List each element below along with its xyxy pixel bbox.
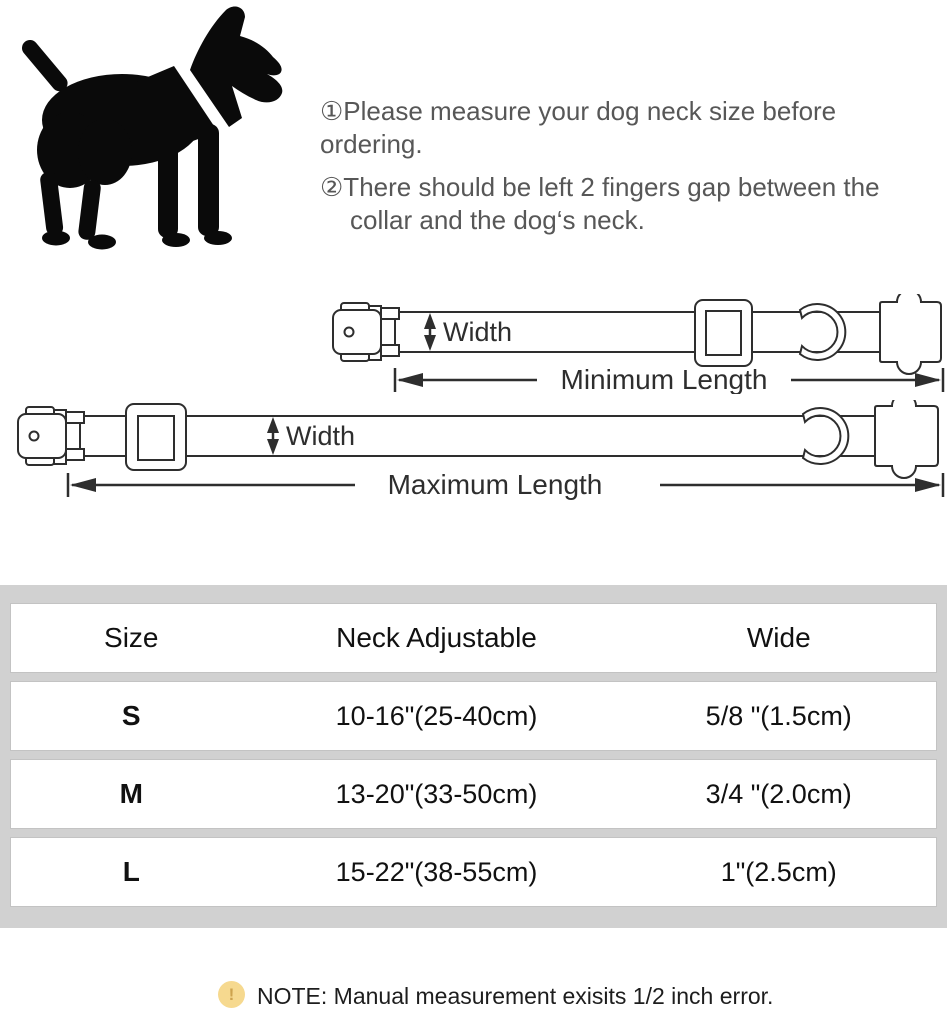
size-cell: M (119, 778, 143, 809)
max-length-label: Maximum Length (387, 469, 603, 500)
dog-tail (19, 37, 71, 95)
neck-cell: 10-16"(25-40cm) (335, 700, 538, 731)
column-header-neck: Neck Adjustable (336, 622, 537, 653)
size-cell: L (122, 856, 140, 887)
table-row (10, 759, 937, 829)
wide-cell: 3/4 "(2.0cm) (705, 778, 852, 809)
table-header-row (10, 603, 937, 673)
instruction-line-2: ②There should be left 2 fingers gap between the (320, 172, 880, 202)
buckle-female (333, 310, 381, 354)
dog-head (190, 6, 282, 127)
size-table (0, 585, 947, 928)
max-length-collar-diagram (10, 400, 947, 504)
column-header-wide: Wide (746, 622, 811, 653)
instruction-line-3: collar and the dog‘s neck. (350, 205, 645, 235)
width-label: Width (286, 421, 356, 451)
neck-cell: 13-20"(33-50cm) (335, 778, 538, 809)
measuring-instructions (320, 95, 945, 237)
dog-silhouette-image (0, 0, 310, 270)
exclamation-icon (218, 981, 245, 1008)
buckle-female (18, 414, 66, 458)
width-label: Width (443, 317, 513, 347)
buckle-male (880, 294, 941, 374)
neck-cell: 15-22"(38-55cm) (335, 856, 538, 887)
instruction-line-1: ①Please measure your dog neck size before ordering. (320, 96, 837, 159)
table-row (10, 681, 937, 751)
note-text: NOTE: Manual measurement exisits 1/2 inch error. (257, 983, 774, 1009)
buckle-male (875, 400, 938, 478)
wide-cell: 1"(2.5cm) (720, 856, 837, 887)
table-row (10, 837, 937, 907)
column-header-size: Size (104, 622, 159, 653)
size-cell: S (121, 700, 141, 731)
min-length-collar-diagram (325, 294, 947, 394)
exclamation-symbol: ! (228, 984, 235, 1004)
min-length-label: Minimum Length (560, 364, 768, 394)
wide-cell: 5/8 "(1.5cm) (705, 700, 852, 731)
collar-strap (80, 416, 875, 456)
